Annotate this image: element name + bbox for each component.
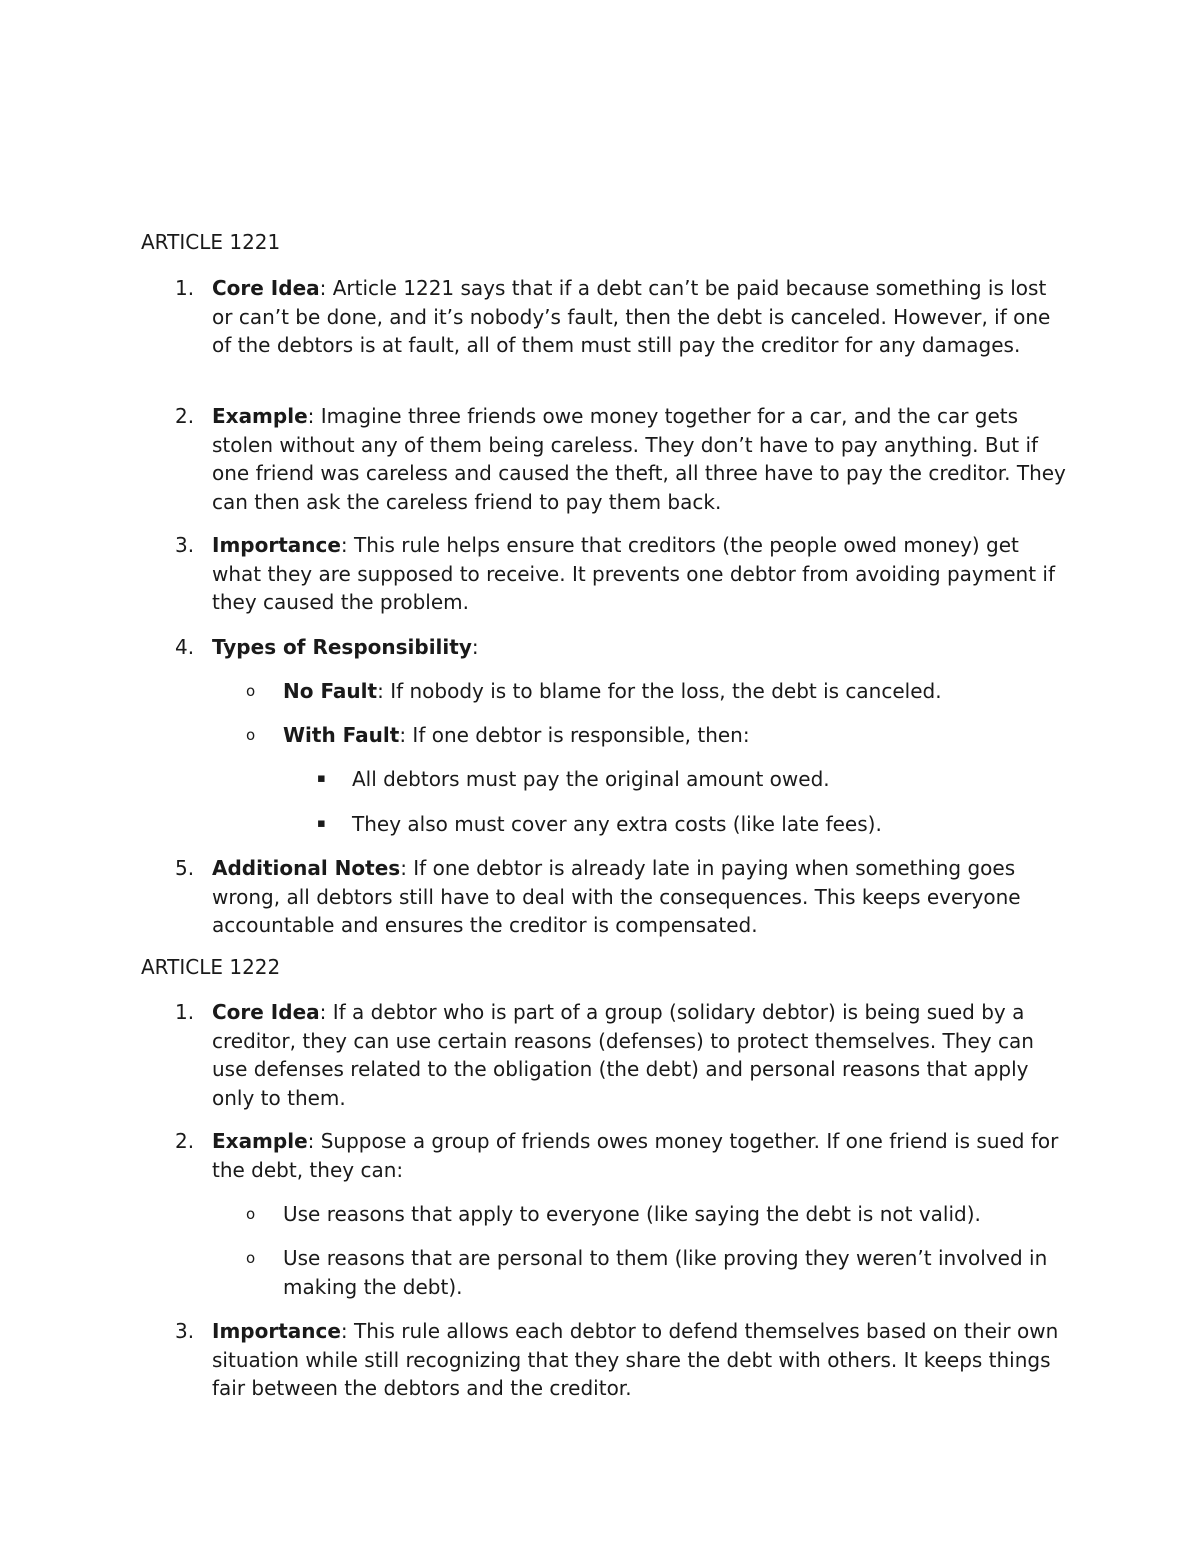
item-text: : Suppose a group of friends owes money together. If one friend is sued for the debt, they can: xyxy=(212,1129,1059,1182)
item-text: : xyxy=(471,635,479,659)
circle-bullet-icon: o xyxy=(246,1205,256,1223)
subitem-text: Use reasons that apply to everyone (like saying the debt is not valid). xyxy=(283,1202,981,1226)
subitem-label: With Fault xyxy=(283,723,400,747)
item-label: Additional Notes xyxy=(212,856,401,880)
item-text: : If one debtor is already late in paying when something goes wrong, all debtors still have to deal with the consequences. This keeps everyone accountable and ensures the creditor is compensated. xyxy=(212,856,1021,938)
item-number: 2. xyxy=(175,1129,195,1153)
item-label: Core Idea xyxy=(212,276,320,300)
subitem-text: : If nobody is to blame for the loss, the debt is canceled. xyxy=(377,679,942,703)
circle-bullet-icon: o xyxy=(246,682,256,700)
item-number: 2. xyxy=(175,404,195,428)
subitem-body xyxy=(283,677,1083,706)
circle-bullet-icon: o xyxy=(246,1249,256,1267)
item-text: : If a debtor who is part of a group (solidary debtor) is being sued by a creditor, they can use certain reasons (defenses) to protect themselves. They can use defenses related to the obligation (the debt) and personal reasons that apply only to them. xyxy=(212,1000,1034,1110)
item-body xyxy=(212,1127,1072,1184)
item-body xyxy=(212,633,1072,662)
item-number: 5. xyxy=(175,856,195,880)
item-body xyxy=(212,998,1072,1112)
item-number: 3. xyxy=(175,533,195,557)
article-1221-heading: ARTICLE 1221 xyxy=(141,230,281,254)
square-bullet-icon: ▪ xyxy=(317,771,326,786)
subitem-text: : If one debtor is responsible, then: xyxy=(399,723,750,747)
article-1222-heading: ARTICLE 1222 xyxy=(141,955,281,979)
item-number: 3. xyxy=(175,1319,195,1343)
detail-text: All debtors must pay the original amount owed. xyxy=(352,767,830,791)
item-number: 1. xyxy=(175,1000,195,1024)
item-number: 4. xyxy=(175,635,195,659)
item-label: Importance xyxy=(212,533,341,557)
square-bullet-icon: ▪ xyxy=(317,816,326,831)
item-label: Example xyxy=(212,1129,308,1153)
item-label: Importance xyxy=(212,1319,341,1343)
item-text: : This rule allows each debtor to defend themselves based on their own situation while still recognizing that they share the debt with others. It keeps things fair between the debtors and the creditor. xyxy=(212,1319,1059,1401)
subitem-body xyxy=(283,721,1083,750)
item-number: 1. xyxy=(175,276,195,300)
item-label: Types of Responsibility xyxy=(212,635,472,659)
item-label: Example xyxy=(212,404,308,428)
item-body xyxy=(212,274,1072,360)
item-body xyxy=(212,1317,1072,1403)
subitem-label: No Fault xyxy=(283,679,378,703)
item-text: : Article 1221 says that if a debt can’t be paid because something is lost or can’t be done, and it’s nobody’s fault, then the debt is canceled. However, if one of the debtors is at fault, all of them must still pay the creditor for any damages. xyxy=(212,276,1051,358)
item-text: : Imagine three friends owe money together for a car, and the car gets stolen without any of them being careless. They don’t have to pay anything. But if one friend was careless and caused the theft, all three have to pay the creditor. They can then ask the careless friend to pay them back. xyxy=(212,404,1066,514)
circle-bullet-icon: o xyxy=(246,726,256,744)
detail-text: They also must cover any extra costs (like late fees). xyxy=(352,812,882,836)
item-body xyxy=(212,531,1072,617)
subitem-text: Use reasons that are personal to them (like proving they weren’t involved in making the debt). xyxy=(283,1246,1048,1299)
item-body xyxy=(212,854,1072,940)
item-body xyxy=(212,402,1072,516)
item-text: : This rule helps ensure that creditors (the people owed money) get what they are supposed to receive. It prevents one debtor from avoiding payment if they caused the problem. xyxy=(212,533,1055,615)
item-label: Core Idea xyxy=(212,1000,320,1024)
